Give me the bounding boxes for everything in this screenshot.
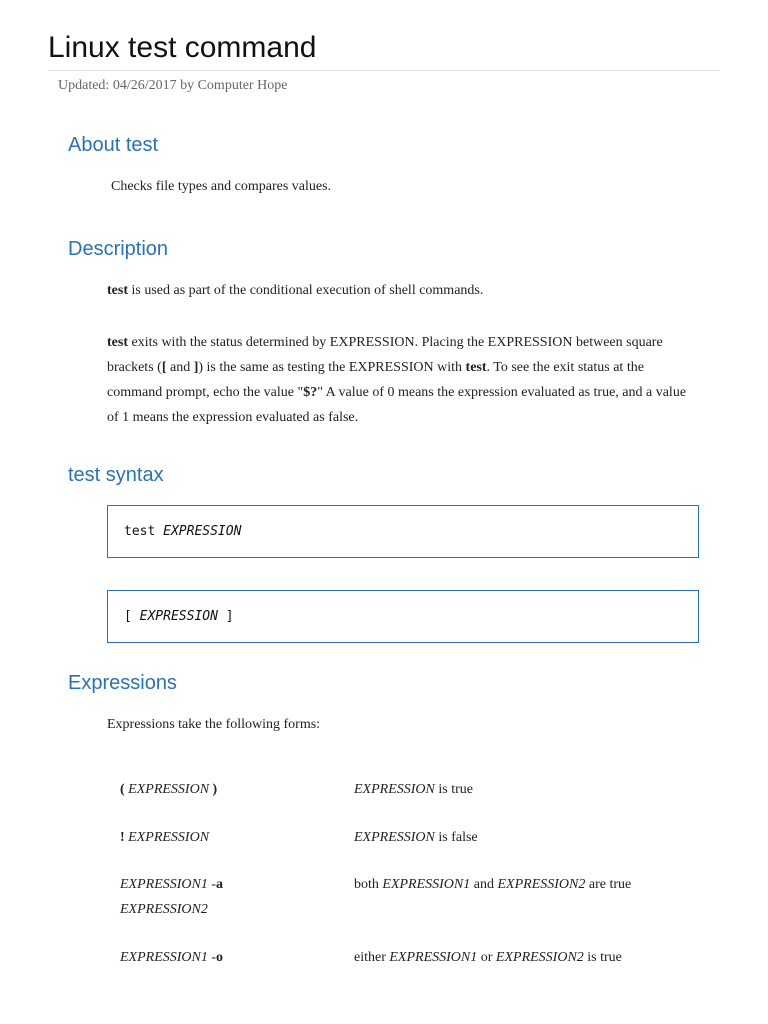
text: are true — [585, 877, 632, 892]
expression-meaning — [354, 945, 714, 970]
text: is true — [434, 782, 473, 797]
text: " A value of 0 means the expression evaluated as true, and a value of 1 means the expression evaluated as false. — [107, 385, 687, 425]
title-divider — [48, 70, 720, 71]
expression-form — [120, 945, 260, 970]
description-heading: Description — [68, 238, 169, 260]
right-bracket: ] — [193, 360, 199, 375]
expressions-heading: Expressions — [68, 672, 177, 694]
expression-term: EXPRESSION2 — [120, 902, 208, 917]
left-bracket: [ — [161, 360, 167, 375]
expression-form — [120, 777, 260, 802]
expression-meaning — [354, 777, 714, 802]
text: is false — [434, 830, 478, 845]
page-title: Linux test command — [48, 31, 317, 64]
text: is true — [583, 950, 622, 965]
operator: ! — [120, 830, 129, 845]
expression-term: EXPRESSION2 — [495, 950, 584, 965]
expression-meaning — [354, 872, 714, 897]
expression-term: EXPRESSION — [354, 830, 435, 845]
text: - — [207, 950, 217, 965]
expression-form — [120, 825, 260, 850]
description-paragraph-2 — [107, 330, 689, 430]
expression-term: EXPRESSION1 — [389, 950, 478, 965]
code-argument: EXPRESSION — [139, 609, 218, 624]
text: either — [354, 950, 390, 965]
updated-byline: Updated: 04/26/2017 by Computer Hope — [58, 78, 288, 93]
operator: o — [216, 950, 224, 965]
about-text: Checks file types and compares values. — [111, 179, 332, 194]
cmd-test: test — [465, 360, 487, 375]
text: and — [166, 360, 194, 375]
expression-form — [120, 872, 260, 922]
text: - — [207, 877, 217, 892]
code-open-bracket: [ — [124, 609, 132, 624]
exit-status-var: $? — [303, 385, 318, 400]
expression-term: EXPRESSION2 — [497, 877, 586, 892]
text: . To see the exit status at the command prompt, echo the value " — [107, 360, 644, 400]
expression-term: EXPRESSION — [128, 830, 210, 845]
expression-term: EXPRESSION1 — [120, 950, 208, 965]
text: exits with the status determined by EXPRESSION. Placing the EXPRESSION between square brackets ( — [107, 335, 663, 375]
syntax-heading: test syntax — [68, 464, 164, 486]
cmd-test: test — [107, 283, 128, 298]
expression-term: EXPRESSION — [128, 782, 210, 797]
expressions-intro: Expressions take the following forms: — [107, 717, 321, 732]
cmd-test: test — [107, 335, 128, 350]
operator: a — [216, 877, 224, 892]
expression-meaning — [354, 825, 714, 850]
description-paragraph-1 — [107, 278, 707, 303]
code-argument: EXPRESSION — [163, 524, 242, 539]
text: is used as part of the conditional execution of shell commands. — [128, 283, 484, 298]
operator: ( — [120, 782, 129, 797]
code-close-bracket: ] — [225, 609, 234, 624]
expression-term: EXPRESSION1 — [382, 877, 471, 892]
syntax-code-box-1 — [107, 505, 699, 558]
code-command: test — [124, 524, 156, 539]
text: both — [354, 877, 383, 892]
expression-term: EXPRESSION — [354, 782, 435, 797]
operator: ) — [209, 782, 218, 797]
about-heading: About test — [68, 134, 159, 156]
text: and — [470, 877, 498, 892]
text: or — [477, 950, 496, 965]
syntax-code-box-2 — [107, 590, 699, 643]
text: ) is the same as testing the EXPRESSION with — [198, 360, 466, 375]
expression-term: EXPRESSION1 — [120, 877, 208, 892]
